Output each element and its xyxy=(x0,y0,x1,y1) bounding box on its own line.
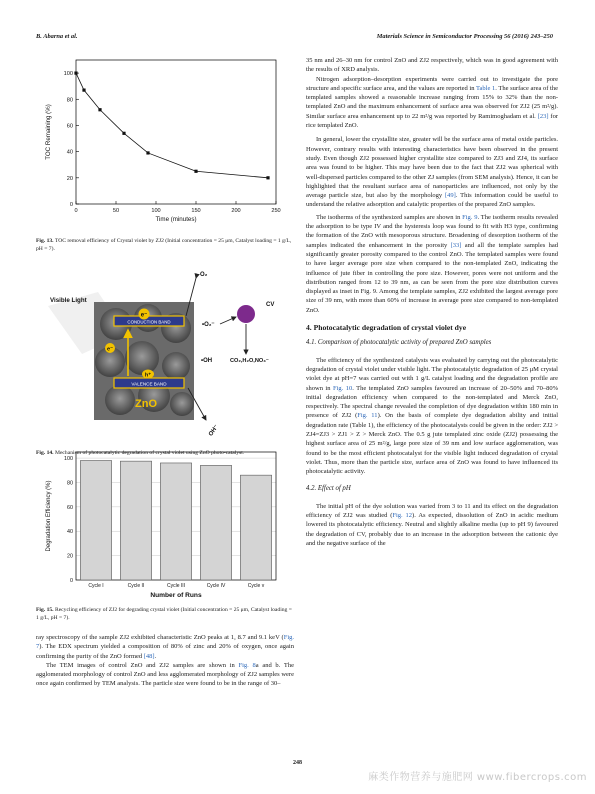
right-paragraph-1: 35 nm and 26–30 nm for control ZnO and ZJ2 respectively, which was in good agreement with the results of XRD analysis. xyxy=(306,57,558,74)
fig15-y-tick-label: 80 xyxy=(67,480,73,487)
fig13-y-tick-label: 60 xyxy=(66,123,73,130)
fig15-y-tick-label: 20 xyxy=(67,553,73,560)
fig13-series-line xyxy=(76,73,268,178)
fig13-y-tick-label: 100 xyxy=(63,71,73,78)
fig15-y-tick-label: 0 xyxy=(70,578,73,584)
right-paragraph-5: The efficiency of the synthesized catalysts was evaluated by carrying out the photocatalytic degradation of crystal violet under visible light. The photocatalytic degradation of 25 μM crystal violet dye at pH=7 was carried out with 1 g/L catalyst loading and the degradation profile are shown in Fig. 10. The templated ZnO samples favoured an increase of 20–50% and 70–80% initial degradation efficiency when compared to the non-templated and Merck ZnO, respectively. The spectral change revealed the completion of dye degradation within 180 min in presence of ZJ2 (Fig. 11). On the basis of complete dye degradation ability and initial degradation rate (Table 1), the efficiency of the photocatalysts could be given in the order: ZJ2 > ZJ4=ZJ3 > ZJ1 > Z > Merck ZnO. The 0.5 g jute templated zinc oxide (ZJ2) possessing the highest surface area of 25 m²/g, large pore size of 39 nm and low surface agglomeration, was found to be the most efficient photocatalyst for the visible light induced degradation of crystal violet. Thus, more than the particle size, surface area of ZnO was found to have influenced its photocatalytic activity. xyxy=(306,356,559,476)
link-fig9[interactable]: Fig. 9 xyxy=(462,213,478,221)
fig15-bar xyxy=(200,465,231,580)
left-paragraph-2: The TEM images of control ZnO and ZJ2 samples are shown in Fig. 8a and b. The agglomerated morphology of control ZnO and less agglomerated morphology of ZJ2 samples were once again confirmed by TEM analysis. The particle size were found to be in the range of 30– xyxy=(36,661,295,688)
electron-label-top: e⁻ xyxy=(140,312,148,319)
hole-label: h⁺ xyxy=(144,372,152,379)
cv-molecule xyxy=(237,305,255,323)
link-fig10[interactable]: Fig. 10 xyxy=(332,384,353,392)
fig14-caption-label: Fig. 14. xyxy=(36,450,54,456)
fig15-x-axis-label: Number of Runs xyxy=(150,592,202,599)
fig13-y-tick-label: 40 xyxy=(66,149,73,156)
fig13-data-point xyxy=(266,176,269,179)
fig13-y-tick-label: 20 xyxy=(66,175,73,182)
fig13-x-tick-label: 200 xyxy=(231,208,241,214)
fig13-plot-frame xyxy=(76,60,276,204)
section-heading-4: 4. Photocatalytic degradation of crystal violet dye xyxy=(306,323,467,333)
fig15-bar xyxy=(160,463,191,580)
right-paragraph-2: Nitrogen adsorption–desorption experiments were carried out to investigate the pore structure and specific surface area, and the values are reported in Table 1. The surface area of the templated samples showed a reasonable increase ranging from 15% to 32% than the non-templated ZnO and the maximum enhancement of surface area was observed for ZJ2 (25 m²/g). Similar surface area enhancement up to 22 m²/g was reported by Ramimoghadam et al. [23] for rice templated ZnO. xyxy=(306,75,558,130)
fig15-bar xyxy=(80,461,111,580)
fig13-x-tick-label: 100 xyxy=(151,208,161,214)
fig14-diagram xyxy=(36,262,294,444)
running-header-journal: Materials Science in Semiconductor Processing 56 (2016) 243–250 xyxy=(376,33,553,40)
fig15-x-tick-label: Cycle v xyxy=(247,583,265,589)
link-fig11[interactable]: Fig. 11 xyxy=(357,412,378,420)
fig15-chart xyxy=(36,446,294,604)
right-paragraph-3: In general, lower the crystallite size, greater will be the surface area of metal oxide particles. However, contrary results with interesting characteristics have been observed in the present study. Even though ZJ2 possessed higher crystallite size compared to ZJ3 and ZJ4, its surface area was found to be higher. This may have been due to the fact that ZJ2 was spherical with well-dispersed particles compared to the other ZJ samples (from SEM analysis). Hence, it can be highlighted that the resultant surface area of nanoparticles are influenced, not only by the average particle size, but also by the morphology [49]. This information could be useful to understand the relative adsorption and catalytic properties of the prepared ZnO samples. xyxy=(306,136,558,209)
fig15-caption-text: Recycling efficiency of ZJ2 for degrading crystal violet (Initial concentration = 25 μm, Catalyst loading = 1 g/L, pH = 7). xyxy=(36,607,292,621)
fig14-caption-text: Mechanism of photocatalytic degradation of crystal violet using ZnO photo-catalyst. xyxy=(54,450,245,456)
fig13-y-axis-label: TOC Remaining (%) xyxy=(45,104,52,160)
fig13-y-tick-label: 80 xyxy=(66,97,73,104)
fig15-y-axis-label: Degradation Efficiency (%) xyxy=(46,480,52,552)
fig13-chart xyxy=(36,52,294,234)
fig13-x-tick-label: 50 xyxy=(112,208,120,214)
fig13-y-tick-label: 0 xyxy=(69,202,73,208)
products-label: CO₂,H₂O,NO₃⁻ xyxy=(230,358,269,364)
fig15-caption-label: Fig. 15. xyxy=(36,607,54,613)
link-fig8[interactable]: Fig. 8 xyxy=(238,661,256,669)
fig15-y-tick-label: 60 xyxy=(67,504,73,511)
conduction-band-label: CONDUCTION BAND xyxy=(127,319,171,325)
fig13-x-tick-label: 250 xyxy=(271,208,281,214)
hydroxide-label: OH⁻ xyxy=(208,424,220,438)
fig15-y-tick-label: 40 xyxy=(67,529,73,536)
fig15-bar xyxy=(120,461,151,580)
fig13-data-point xyxy=(194,170,197,173)
o2-label: O₂ xyxy=(200,272,208,278)
valence-band-label: VALENCE BAND xyxy=(131,381,167,387)
section-heading-4-1: 4.1. Comparison of photocatalytic activity of prepared ZnO samples xyxy=(306,339,492,347)
fig13-x-tick-label: 150 xyxy=(191,208,201,214)
visible-light-label: Visible Light xyxy=(50,297,87,304)
fig15-x-tick-label: Cycle IV xyxy=(206,583,226,589)
fig15-x-tick-label: Cycle I xyxy=(88,583,104,589)
link-fig7[interactable]: Fig. 7 xyxy=(36,634,294,651)
fig15-caption xyxy=(36,606,294,622)
right-paragraph-4: The isotherms of the synthesized samples are shown in Fig. 9. The isotherm results revealed the adsorption to be type IV and the hysteresis loop was found to fit with H3 type, confirming the formation of the ZnO with mesoporous structure. Broadening of desorption isotherm of the samples indicated the enhancement in the porosity [33] and all the template samples had significantly greater porosity compared to the control ZnO. The templated samples were found to have larger average pore size when compared to the non-templated ZnO, indicating the influence of jute fiber in controlling the pore size. However, pores were not uniform and the distribution ranged from 12 to 39 nm, as can be seen from the pore size distribution curves displayed as inset in Fig. 9. Among the template samples, ZJ2 exhibited the largest average pore size of 39 nm, with more than 60% of increase in average pore size compared to non-templated ZnO. xyxy=(306,213,559,314)
fig15-x-tick-label: Cycle II xyxy=(127,583,145,589)
left-column-text xyxy=(36,633,294,689)
fig15-x-tick-label: Cycle III xyxy=(166,583,186,589)
left-paragraph-1: ray spectroscopy of the sample ZJ2 exhibited characteristic ZnO peaks at 1, 8.7 and 9.1 keV (Fig. 7). The EDX spectrum yielded a composition of 80% of zinc and 20% of oxygen, once again confirming the purity of the ZnO formed [48]. xyxy=(36,634,294,660)
superoxide-to-cv-arrow xyxy=(220,317,236,324)
section-heading-4-2: 4.2. Effect of pH xyxy=(306,485,351,493)
link-ref-49[interactable]: [49] xyxy=(444,192,456,200)
superoxide-label: •O₂⁻ xyxy=(202,322,215,328)
cv-label: CV xyxy=(266,302,275,308)
link-fig12[interactable]: Fig. 12 xyxy=(392,512,413,520)
link-table1[interactable]: Table 1 xyxy=(476,84,496,92)
link-ref-48[interactable]: [48] xyxy=(143,652,155,660)
fig13-caption-label: Fig. 13. xyxy=(36,238,54,244)
fig13-data-point xyxy=(82,89,85,92)
fig13-caption-text: TOC removal efficiency of Crystal violet by ZJ2 (Initial concentration = 25 μm, Catalyst loading = 1 g/L, pH = 7). xyxy=(36,238,292,252)
zno-label: ZnO xyxy=(135,398,157,410)
right-paragraph-6: The initial pH of the dye solution was varied from 3 to 11 and its effect on the degradation efficiency of ZJ2 was studied (Fig. 12). As expected, dissolution of ZnO in acidic medium lowered its photocatalytic efficiency. Neutral and slightly alkaline media (up to pH 9) favoured the degradation of CV, probably due to an increase in the adsorption between the cationic dye and the negative surface of the xyxy=(306,502,559,547)
right-column-text xyxy=(306,56,558,548)
fig13-x-axis-label: Time (minutes) xyxy=(155,216,197,223)
link-ref-23[interactable]: [23] xyxy=(537,112,549,120)
fig13-x-tick-label: 0 xyxy=(74,208,78,214)
fig15-bar xyxy=(240,475,271,580)
hydroxyl-radical-label: •OH xyxy=(201,358,213,364)
fig13-caption xyxy=(36,237,294,253)
fig13-data-point xyxy=(98,108,101,111)
page-number: 248 xyxy=(293,760,302,766)
electron-label-left: e⁻ xyxy=(106,346,114,353)
fig13-data-point xyxy=(146,151,149,154)
link-ref-33[interactable]: [33] xyxy=(450,241,462,249)
watermark: 麻类作物营养与施肥网 www.fibercrops.com xyxy=(368,772,587,783)
running-header-authors: B. Abarna et al. xyxy=(36,33,78,40)
fig13-data-point xyxy=(122,132,125,135)
fig15-y-tick-label: 100 xyxy=(64,456,73,463)
fig13-data-point xyxy=(74,71,77,74)
